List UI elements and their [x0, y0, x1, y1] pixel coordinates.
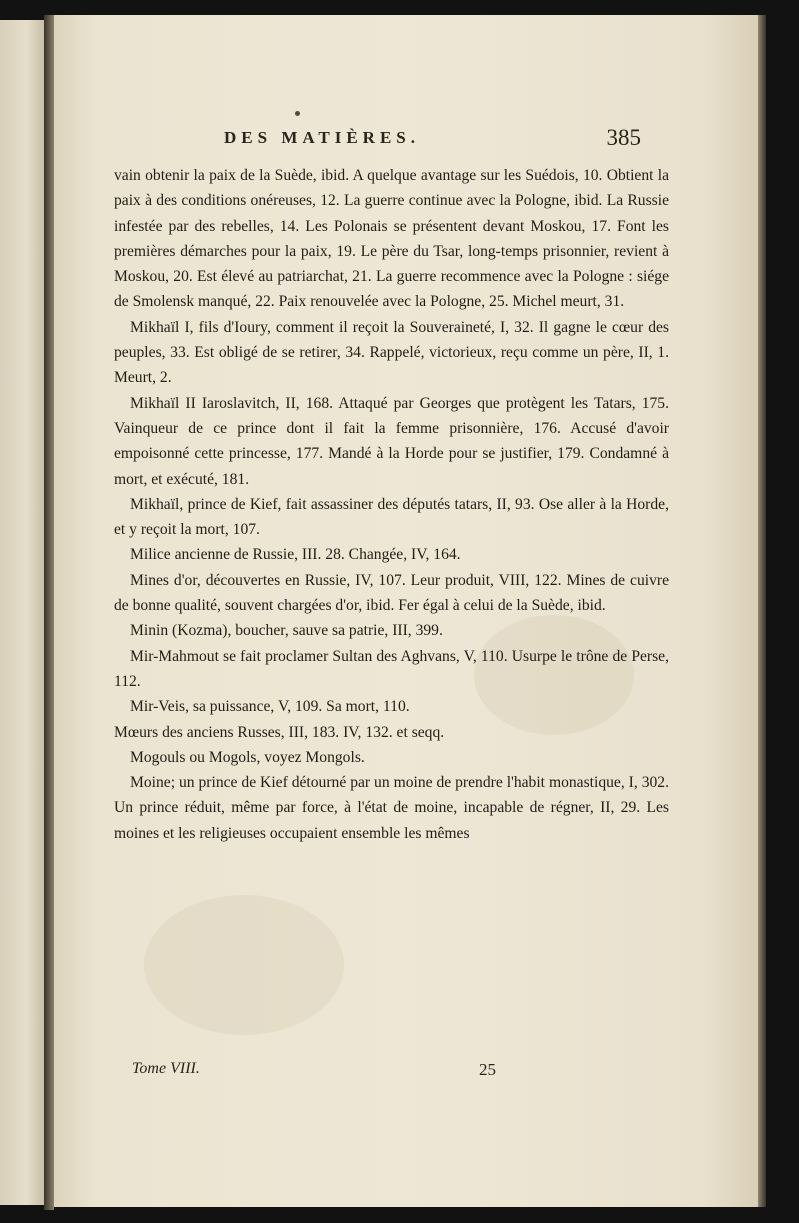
book-page — [54, 15, 758, 1207]
index-entry: Milice ancienne de Russie, III. 28. Changée, IV, 164. — [130, 546, 461, 564]
index-entry: Mœurs des anciens Russes, III, 183. IV, 132. et seqq. — [114, 723, 445, 741]
index-entry: Mikhaïl II Iaroslavitch, II, 168. Attaqué par Georges que protègent les Tatars, 175. Vainqueur de ce prince dont il fait la femme prisonnière, 176. Accusé d'avoir empoisonné cette princesse, 177. Mandé à la Horde pour se justifier, 179. Condamné à mort, et exécuté, 181. — [114, 394, 669, 488]
tome-label: Tome VIII. — [132, 1060, 200, 1077]
signature-mark: 25 — [479, 1060, 496, 1079]
page-footer — [132, 1060, 512, 1086]
ink-mark — [295, 111, 300, 116]
running-head: DES MATIÈRES. — [224, 128, 420, 147]
index-entry-continued: vain obtenir la paix de la Suède, ibid. A quelque avantage sur les Suédois, 10. Obtient la paix à des conditions onéreuses, 12. La guerre continue avec la Pologne, ibid. La Russie infestée par des rebelles, 14. Les Polonais se présentent devant Moskou, 17. Font les premières démarches pour la paix, 19. Le père du Tsar, long-temps prisonnier, revient à Moskou, 20. Est élevé au patriarchat, 21. La guerre recommence avec la Pologne : siége de Smolensk manqué, 22. Paix renouvelée avec la Pologne, 25. Michel meurt, 31. — [114, 167, 669, 311]
index-entry: Mikhaïl, prince de Kief, fait assassiner des députés tatars, II, 93. Ose aller à la Horde, et y reçoit la mort, 107. — [114, 495, 669, 539]
facing-page-edge — [0, 20, 46, 1205]
index-entry: Mir-Mahmout se fait proclamer Sultan des Aghvans, V, 110. Usurpe le trône de Perse, 112. — [114, 647, 669, 690]
index-entry: Minin (Kozma), boucher, sauve sa patrie, III, 399. — [130, 622, 443, 640]
paper-stain — [144, 895, 344, 1035]
index-entry: Mogouls ou Mogols, voyez Mongols. — [130, 748, 365, 766]
index-entry: Mines d'or, découvertes en Russie, IV, 107. Leur produit, VIII, 122. Mines de cuivre de bonne qualité, souvent chargées d'or, ibid. Fer égal à celui de la Suède, ibid. — [114, 571, 669, 615]
index-entry: Mikhaïl I, fils d'Ioury, comment il reçoit la Souveraineté, I, 32. Il gagne le cœur des peuples, 33. Est obligé de se retirer, 34. Rappelé, victorieux, reçu comme un père, II, 1. Meurt, 2. — [114, 318, 669, 387]
book-gutter — [44, 15, 54, 1210]
page-fore-edge — [758, 15, 766, 1207]
index-entry: Mir-Veis, sa puissance, V, 109. Sa mort, 110. — [130, 698, 410, 716]
index-text — [114, 163, 669, 846]
page-number: 385 — [606, 125, 641, 150]
index-entry: Moine; un prince de Kief détourné par un moine de prendre l'habit monastique, I, 302. Un prince réduit, même par force, à l'état de moine, incapable de régner, II, 29. Les moines et les religieuses occupaient ensemble les mêmes — [114, 774, 669, 842]
